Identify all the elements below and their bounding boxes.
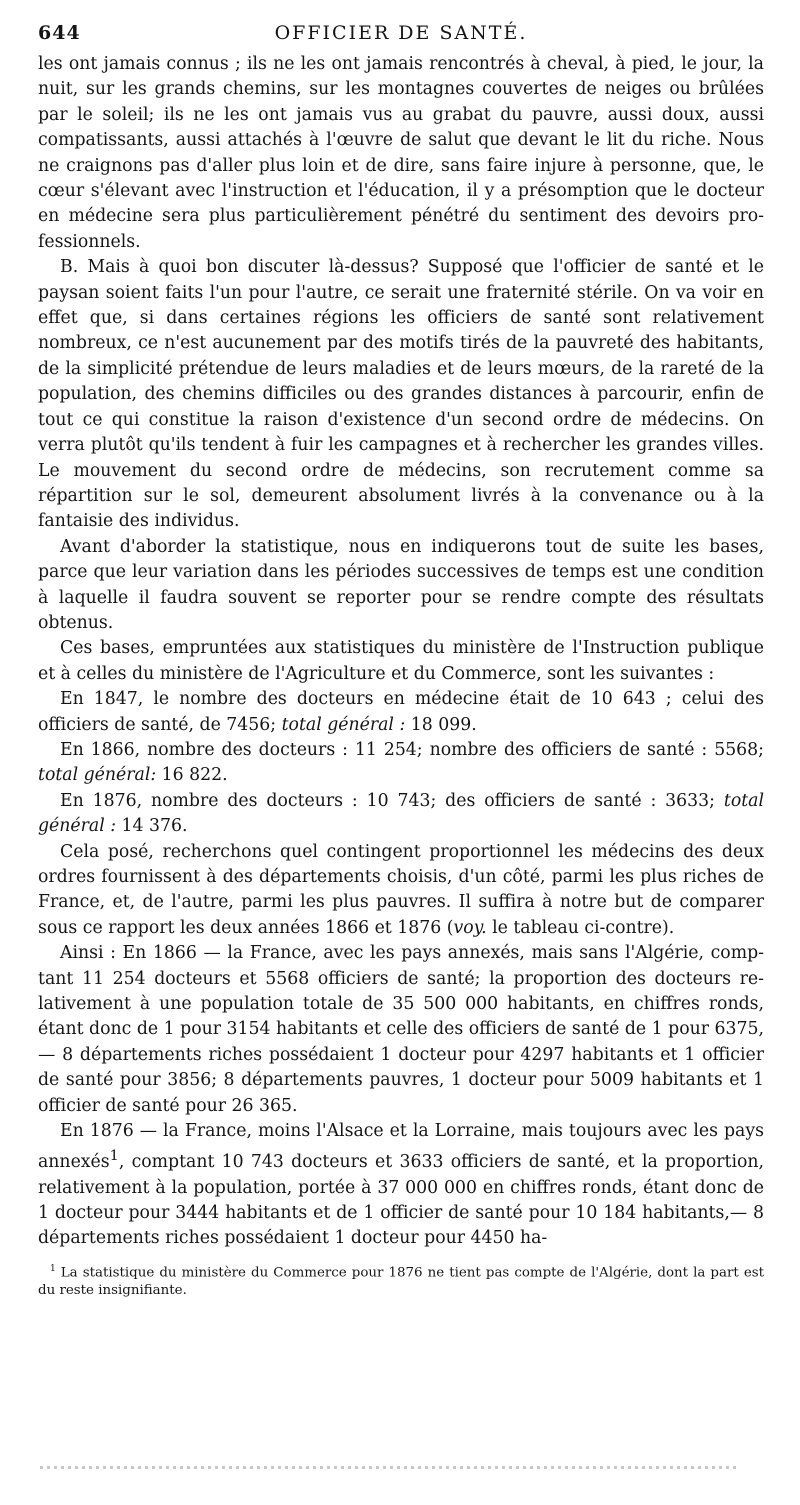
footnote-mark: 1: [50, 1263, 56, 1274]
page-number: 644: [38, 22, 81, 44]
total-label-1847: total général :: [281, 714, 406, 735]
total-value-1866: 16 822.: [156, 765, 228, 786]
detail-1876-start: En 1876 — la France, moins l'Alsace et la Lorraine, mais toujours avec les pays annexés: [38, 1121, 764, 1173]
paragraph-continued: les ont jamais connus ; ils ne les ont jamais rencontrés à cheval, à pied, le jour, la nuit, sur les grands chemins, sur les montagnes couvertes de neiges ou brûlées par le soleil; ils ne les ont jamais vus au grabat du pauvre, aussi doux, aussi compatissants, aussi attachés à l'œuvre de salut que devant le lit du riche. Nous ne craignons pas d'aller plus loin et de dire, sans faire injure à personne, que, le cœur s'élevant avec l'instruction et l'éducation, il y a présomption que le docteur en médecine sera plus particulièrement pénétré du sentiment des devoirs professionnels.: [38, 54, 764, 252]
paragraph-sources: Ces bases, empruntées aux statistiques du ministère de l'Instruction publique et à celles du ministère de l'Agriculture et du Commerce, sont les suivantes :: [38, 638, 764, 684]
paragraph-b: B. Mais à quoi bon discuter là-dessus? Supposé que l'officier de santé et le paysan soient faits l'un pour l'autre, ce serait une fraternité stérile. On va voir en effet que, si dans certaines régions les officiers de santé sont relativement nombreux, ce n'est aucunement par des motifs tirés de la pauvreté des habitants, de la simplicité prétendue de leurs maladies et de leurs mœurs, de la rareté de la population, des chemins difficiles ou des grandes distances à parcourir, enfin de tout ce qui constitue la raison d'existence d'un second ordre de médecins. On verra plutôt qu'ils tendent à fuir les campagnes et à rechercher les grandes villes. Le mouvement du second ordre de médecins, son recrutement comme sa répartition sur le sol, demeurent absolument livrés à la convenance ou à la fantaisie des individus.: [38, 257, 764, 532]
page-body: [38, 52, 764, 1252]
footnote: [38, 1260, 764, 1300]
total-value-1847: 18 099.: [405, 714, 477, 735]
total-label-1866: total général:: [38, 765, 157, 786]
text-1847: En 1847, le nombre des docteurs en médecine était de 10 643 ; celui des officiers de santé, de 7456;: [38, 689, 764, 735]
paragraph-comparison: [38, 840, 764, 942]
text-1876: En 1876, nombre des docteurs : 10 743; des officiers de santé : 3633;: [60, 790, 715, 811]
paragraph-bases-intro: Avant d'aborder la statistique, nous en indiquerons tout de suite les bases, parce que leur variation dans les périodes successives de temps est une condition à laquelle il faudra souvent se reporter pour se rendre compte des résultats obtenus.: [38, 536, 764, 633]
show-through-line: [40, 1466, 740, 1469]
text-1866: En 1866, nombre des docteurs : 11 254; nombre des officiers de santé : 5568;: [60, 739, 764, 760]
voy-after: le tableau ci-contre).: [486, 917, 675, 938]
total-value-1876: 14 376.: [116, 816, 188, 837]
footnote-ref: 1: [109, 1148, 119, 1165]
paragraph-1876-detail: [38, 1119, 764, 1252]
running-header: [38, 22, 764, 52]
paragraph-1866-detail: Ainsi : En 1866 — la France, avec les pays annexés, mais sans l'Algérie, comptant 11 254 docteurs et 5568 officiers de santé; la proportion des docteurs relativement à une population totale de 35 500 000 habitants, en chiffres ronds, étant donc de 1 pour 3154 habitants et celle des officiers de santé de 1 pour 6375, — 8 départements riches possédaient 1 docteur pour 4297 habitants et 1 officier de santé pour 3856; 8 départements pauvres, 1 docteur pour 5009 habitants et 1 officier de santé pour 26 365.: [38, 943, 764, 1116]
book-page: [38, 22, 764, 1300]
footnote-text: La statistique du ministère du Commerce pour 1876 ne tient pas compte de l'Algérie, dont la part est du reste insignifiante.: [38, 1265, 764, 1299]
total-label-1876: total général :: [38, 790, 764, 837]
running-title: OFFICIER DE SANTÉ.: [274, 22, 528, 44]
paragraph-1847: [38, 687, 764, 738]
comparison-text: Cela posé, recherchons quel contingent proportionnel les médecins des deux ordres fournissent à des départements choisis, d'un côté, parmi les plus riches de France, et, de l'autre, parmi les plus pauvres. Il suffira à notre but de comparer sous ce rapport les deux années 1866 et 1876 (: [38, 841, 764, 938]
paragraph-1876: [38, 789, 764, 840]
detail-1876-rest: , comptant 10 743 docteurs et 3633 officiers de santé, et la proportion, relativement à la population, portée à 37 000 000 en chiffres ronds, étant donc de 1 docteur pour 3444 habitants et de 1 officier de santé pour 10 184 habitants,— 8 départements riches possédaient 1 docteur pour 4450 ha-: [38, 1152, 764, 1249]
voy-abbrev: voy.: [453, 917, 487, 938]
paragraph-1866: [38, 738, 764, 789]
